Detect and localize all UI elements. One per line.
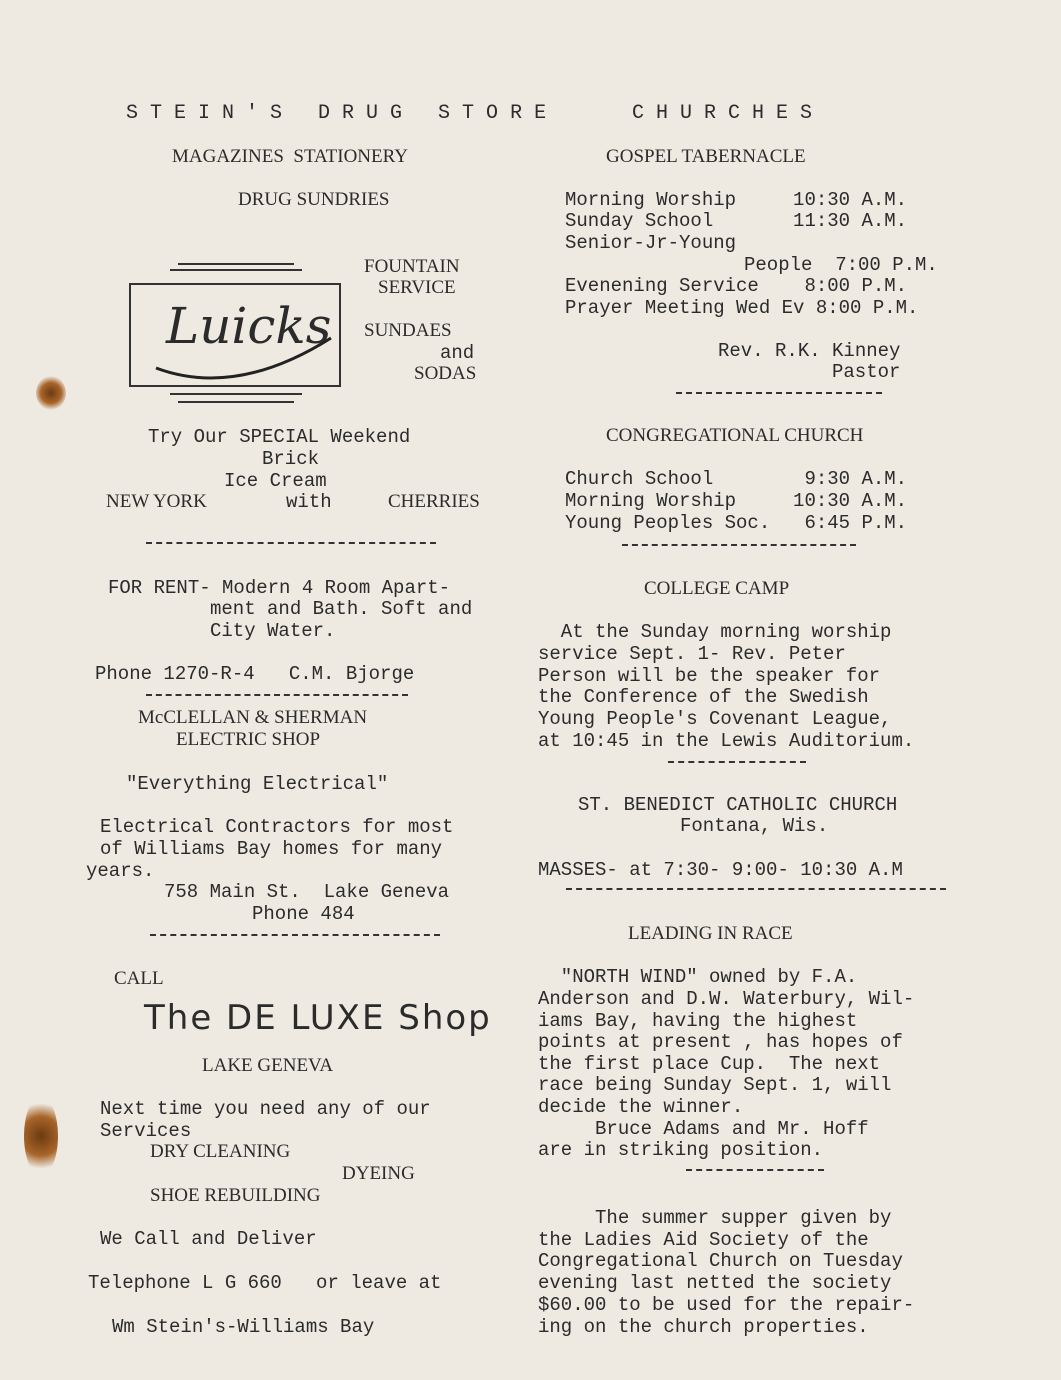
everything-electrical: "Everything Electrical" <box>126 773 389 795</box>
race-9: are in striking position. <box>538 1139 824 1161</box>
race-5: the first place Cup. The next <box>538 1053 881 1075</box>
gospel-line-1: Morning Worship 10:30 A.M. <box>565 189 908 211</box>
next-time-1: Next time you need any of our <box>100 1098 431 1120</box>
brick: Brick <box>262 448 320 470</box>
supper-3: Congregational Church on Tuesday <box>538 1250 903 1272</box>
burn-mark-top <box>36 376 66 410</box>
rent-phone: Phone 1270-R-4 C.M. Bjorge <box>95 663 415 685</box>
college-5: Young People's Covenant League, <box>538 708 892 730</box>
cong-line-1: Church School 9:30 A.M. <box>565 468 908 490</box>
special-weekend: Try Our SPECIAL Weekend <box>148 426 411 448</box>
masses: MASSES- at 7:30- 9:00- 10:30 A.M <box>538 859 903 881</box>
divider <box>146 542 436 544</box>
benedict-location: Fontana, Wis. <box>680 815 829 837</box>
lucks-logo <box>126 258 348 408</box>
electric-shop: ELECTRIC SHOP <box>176 729 321 750</box>
gospel-line-3: Senior-Jr-Young <box>565 232 737 254</box>
sundaes: SUNDAES <box>364 320 452 341</box>
deluxe-shop: The DE LUXE Shop <box>144 998 492 1038</box>
electric-phone: Phone 484 <box>252 903 355 925</box>
new-york: NEW YORK <box>106 491 207 512</box>
electric-address: 758 Main St. Lake Geneva <box>164 881 450 903</box>
cherries: CHERRIES <box>388 491 480 512</box>
race-4: points at present , has hopes of <box>538 1031 903 1053</box>
gospel-tabernacle: GOSPEL TABERNACLE <box>606 146 806 167</box>
fountain: FOUNTAIN <box>364 256 460 277</box>
divider <box>686 1169 824 1171</box>
call-deliver: We Call and Deliver <box>100 1228 317 1250</box>
lucks-logo-text: Luicks <box>166 297 332 355</box>
sodas: SODAS <box>414 363 477 384</box>
college-4: the Conference of the Swedish <box>538 686 869 708</box>
drug-sundries: DRUG SUNDRIES <box>238 189 390 210</box>
rent-line-2: ment and Bath. Soft and <box>210 598 473 620</box>
college-2: service Sept. 1- Rev. Peter <box>538 643 846 665</box>
race-8: Bruce Adams and Mr. Hoff <box>538 1118 869 1140</box>
dry-cleaning: DRY CLEANING <box>150 1141 291 1162</box>
divider <box>150 934 440 936</box>
left-header: S T E I N ' S D R U G S T O R E <box>126 102 547 125</box>
college-camp: COLLEGE CAMP <box>644 578 790 599</box>
race-6: race being Sunday Sept. 1, will <box>538 1074 892 1096</box>
race-3: iams Bay, having the highest <box>538 1010 858 1032</box>
pastor-name: Rev. R.K. Kinney <box>718 340 901 362</box>
race-2: Anderson and D.W. Waterbury, Wil- <box>538 988 915 1010</box>
supper-2: the Ladies Aid Society of the <box>538 1229 869 1251</box>
lake-geneva: LAKE GENEVA <box>202 1055 334 1076</box>
gospel-line-4: People 7:00 P.M. <box>744 254 938 276</box>
burn-mark-bottom <box>24 1096 58 1176</box>
gospel-line-2: Sunday School 11:30 A.M. <box>565 210 908 232</box>
call: CALL <box>114 968 164 989</box>
service: SERVICE <box>378 277 456 298</box>
leading-in-race: LEADING IN RACE <box>628 923 793 944</box>
with: with <box>286 491 332 513</box>
divider <box>668 761 806 763</box>
supper-5: $60.00 to be used for the repair- <box>538 1294 915 1316</box>
gospel-line-6: Prayer Meeting Wed Ev 8:00 P.M. <box>565 297 919 319</box>
divider <box>146 694 408 696</box>
college-3: Person will be the speaker for <box>538 665 881 687</box>
cong-line-3: Young Peoples Soc. 6:45 P.M. <box>565 512 908 534</box>
college-6: at 10:45 in the Lewis Auditorium. <box>538 730 915 752</box>
cong-line-2: Morning Worship 10:30 A.M. <box>565 490 908 512</box>
shoe-rebuilding: SHOE REBUILDING <box>150 1185 321 1206</box>
rent-line-3: City Water. <box>210 620 336 642</box>
telephone-lg: Telephone L G 660 or leave at <box>88 1272 442 1294</box>
supper-1: The summer supper given by <box>538 1207 892 1229</box>
divider <box>566 888 946 890</box>
contractors-3: years. <box>86 860 155 882</box>
ice-cream: Ice Cream <box>224 470 327 492</box>
electric-shop-name: McCLELLAN & SHERMAN <box>138 707 368 728</box>
right-header: C H U R C H E S <box>632 102 813 125</box>
college-1: At the Sunday morning worship <box>538 621 892 643</box>
dyeing: DYEING <box>342 1163 415 1184</box>
divider <box>676 392 882 394</box>
next-time-2: Services <box>100 1120 192 1142</box>
congregational-church: CONGREGATIONAL CHURCH <box>606 425 864 446</box>
rent-line-1: FOR RENT- Modern 4 Room Apart- <box>108 577 451 599</box>
race-7: decide the winner. <box>538 1096 744 1118</box>
contractors-1: Electrical Contractors for most <box>100 816 454 838</box>
benedict-church: ST. BENEDICT CATHOLIC CHURCH <box>578 794 898 816</box>
stein-williams-bay: Wm Stein's-Williams Bay <box>112 1316 375 1338</box>
contractors-2: of Williams Bay homes for many <box>100 838 443 860</box>
magazines-stationery: MAGAZINES STATIONERY <box>172 146 408 167</box>
supper-4: evening last netted the society <box>538 1272 892 1294</box>
divider <box>622 544 856 546</box>
and: and <box>440 342 475 364</box>
supper-6: ing on the church properties. <box>538 1316 869 1338</box>
pastor-title: Pastor <box>832 361 901 383</box>
race-1: "NORTH WIND" owned by F.A. <box>538 966 858 988</box>
gospel-line-5: Evenening Service 8:00 P.M. <box>565 275 908 297</box>
